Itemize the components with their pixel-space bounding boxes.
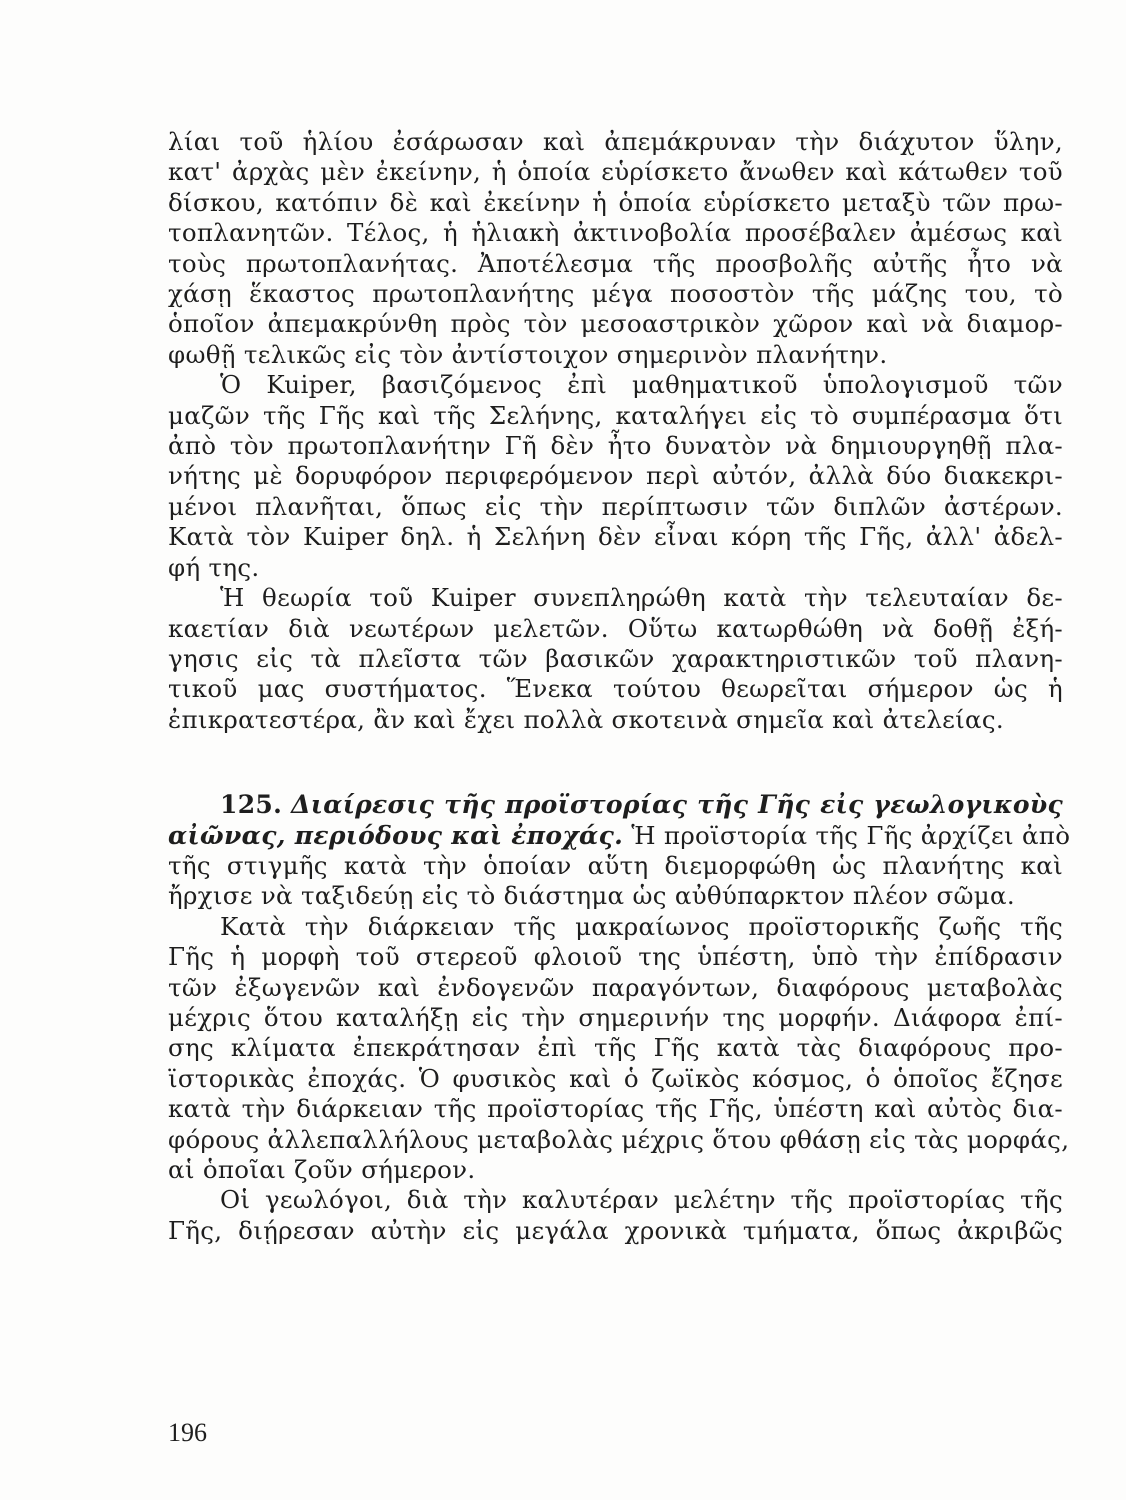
text-line: λίαι τοῦ ἡλίου ἐσάρωσαν καὶ ἀπεμάκρυναν τὴν διάχυτον ὕλην, bbox=[168, 127, 1063, 156]
text-line: σης κλίματα ἐπεκράτησαν ἐπὶ τῆς Γῆς κατὰ τὰς διαφόρους προ- bbox=[168, 1033, 1063, 1063]
text-line: γησις εἰς τὰ πλεῖστα τῶν βασικῶν χαρακτηριστικῶν τοῦ πλανη- bbox=[168, 643, 1063, 673]
text-line: Γῆς ἡ μορφὴ τοῦ στερεοῦ φλοιοῦ της ὑπέστη, ὑπὸ τὴν ἐπίδρασιν bbox=[168, 942, 1063, 972]
text-line: μαζῶν τῆς Γῆς καὶ τῆς Σελήνης, καταλήγει εἰς τὸ συμπέρασμα ὅτι bbox=[168, 400, 1063, 430]
text-line: φωθῇ τελικῶς εἰς τὸν ἀντίστοιχον σημερινὸν πλανήτην. bbox=[168, 339, 888, 369]
page-number: 196 bbox=[168, 1418, 207, 1447]
section-spacer bbox=[168, 735, 1063, 790]
text-line: τοπλανητῶν. Τέλος, ἡ ἡλιακὴ ἀκτινοβολία προσέβαλεν ἀμέσως καὶ bbox=[168, 218, 1063, 248]
text-line: τῆς στιγμῆς κατὰ τὴν ὁποίαν αὕτη διεμορφώθη ὡς πλανήτης καὶ bbox=[168, 850, 1063, 880]
text-line: ἐπικρατεστέρα, ἂν καὶ ἔχει πολλὰ σκοτεινὰ σημεῖα καὶ ἀτελείας. bbox=[168, 704, 1004, 734]
section-heading: Διαίρεσις τῆς προϊστορίας τῆς Γῆς εἰς γεωλογικοὺς bbox=[291, 790, 1064, 820]
section-heading-line bbox=[168, 820, 1071, 851]
text-line: ἀπὸ τὸν πρωτοπλανήτην Γῆ δὲν ἦτο δυνατὸν νὰ δημιουργηθῇ πλα- bbox=[168, 431, 1063, 461]
text-line: μένοι πλανῆται, ὅπως εἰς τὴν περίπτωσιν τῶν διπλῶν ἀστέρων. bbox=[168, 491, 1063, 521]
text-line: καετίαν διὰ νεωτέρων μελετῶν. Οὕτω κατωρθώθη νὰ δοθῇ ἐξή- bbox=[168, 613, 1063, 643]
text-line: Οἱ γεωλόγοι, διὰ τὴν καλυτέραν μελέτην τῆς προϊστορίας τῆς bbox=[220, 1185, 1063, 1215]
text-line: ϊστορικὰς ἐποχάς. Ὁ φυσικὸς καὶ ὁ ζωϊκὸς κόσμος, ὁ ὁποῖος ἔζησε bbox=[168, 1063, 1063, 1093]
text-line: αἱ ὁποῖαι ζοῦν σήμερον. bbox=[168, 1155, 476, 1184]
section-heading: αἰῶνας, περιόδους καὶ ἐποχάς. bbox=[168, 820, 624, 850]
text-line: φή της. bbox=[168, 552, 260, 582]
section-number: 125. bbox=[220, 790, 283, 820]
body-text bbox=[168, 127, 1071, 1246]
section-heading-line bbox=[168, 790, 1063, 820]
text-line: Κατὰ τὸν Kuiper δηλ. ἡ Σελήνη δὲν εἶναι κόρη τῆς Γῆς, ἀλλ' ἀδελ- bbox=[168, 522, 1063, 552]
text-line: τοὺς πρωτοπλανήτας. Ἀποτέλεσμα τῆς προσβολῆς αὐτῆς ἦτο νὰ bbox=[168, 248, 1063, 278]
text-line: Γῆς, διῄρεσαν αὐτὴν εἰς μεγάλα χρονικὰ τμήματα, ὅπως ἀκριβῶς bbox=[168, 1215, 1063, 1245]
text-line: κατὰ τὴν διάρκειαν τῆς προϊστορίας τῆς Γῆς, ὑπέστη καὶ αὐτὸς δια- bbox=[168, 1094, 1063, 1124]
text-line: χάσῃ ἕκαστος πρωτοπλανήτης μέγα ποσοστὸν τῆς μάζης του, τὸ bbox=[168, 279, 1063, 309]
text-line: ἤρχισε νὰ ταξιδεύῃ εἰς τὸ διάστημα ὡς αὐθύπαρκτον πλέον σῶμα. bbox=[168, 881, 1015, 911]
text-line: νήτης μὲ δορυφόρον περιφερόμενον περὶ αὐτόν, ἀλλὰ δύο διακεκρι- bbox=[168, 461, 1063, 491]
text-line: Κατὰ τὴν διάρκειαν τῆς μακραίωνος προϊστορικῆς ζωῆς τῆς bbox=[220, 911, 1063, 941]
text-line: μέχρις ὅτου καταλήξῃ εἰς τὴν σημερινήν της μορφήν. Διάφορα ἐπί- bbox=[168, 1002, 1063, 1032]
text-line: τῶν ἐξωγενῶν καὶ ἐνδογενῶν παραγόντων, διαφόρους μεταβολὰς bbox=[168, 972, 1063, 1002]
text-line: Ὁ Kuiper, βασιζόμενος ἐπὶ μαθηματικοῦ ὑπολογισμοῦ τῶν bbox=[220, 370, 1063, 400]
text-line: κατ' ἀρχὰς μὲν ἐκείνην, ἡ ὁποία εὑρίσκετο ἄνωθεν καὶ κάτωθεν τοῦ bbox=[168, 157, 1063, 187]
section-text: Ἡ προϊστορία τῆς Γῆς ἀρχίζει ἀπὸ bbox=[631, 820, 1071, 850]
text-line: φόρους ἀλλεπαλλήλους μεταβολὰς μέχρις ὅτου φθάσῃ εἰς τὰς μορφάς, bbox=[168, 1124, 1070, 1154]
text-line: δίσκου, κατόπιν δὲ καὶ ἐκείνην ἡ ὁποία εὑρίσκετο μεταξὺ τῶν πρω- bbox=[168, 187, 1063, 217]
text-line: ὁποῖον ἀπεμακρύνθη πρὸς τὸν μεσοαστρικὸν χῶρον καὶ νὰ διαμορ- bbox=[168, 309, 1063, 339]
text-line: Ἡ θεωρία τοῦ Kuiper συνεπληρώθη κατὰ τὴν τελευταίαν δε- bbox=[220, 583, 1063, 613]
text-line: τικοῦ μας συστήματος. Ἕνεκα τούτου θεωρεῖται σήμερον ὡς ἡ bbox=[168, 674, 1063, 704]
